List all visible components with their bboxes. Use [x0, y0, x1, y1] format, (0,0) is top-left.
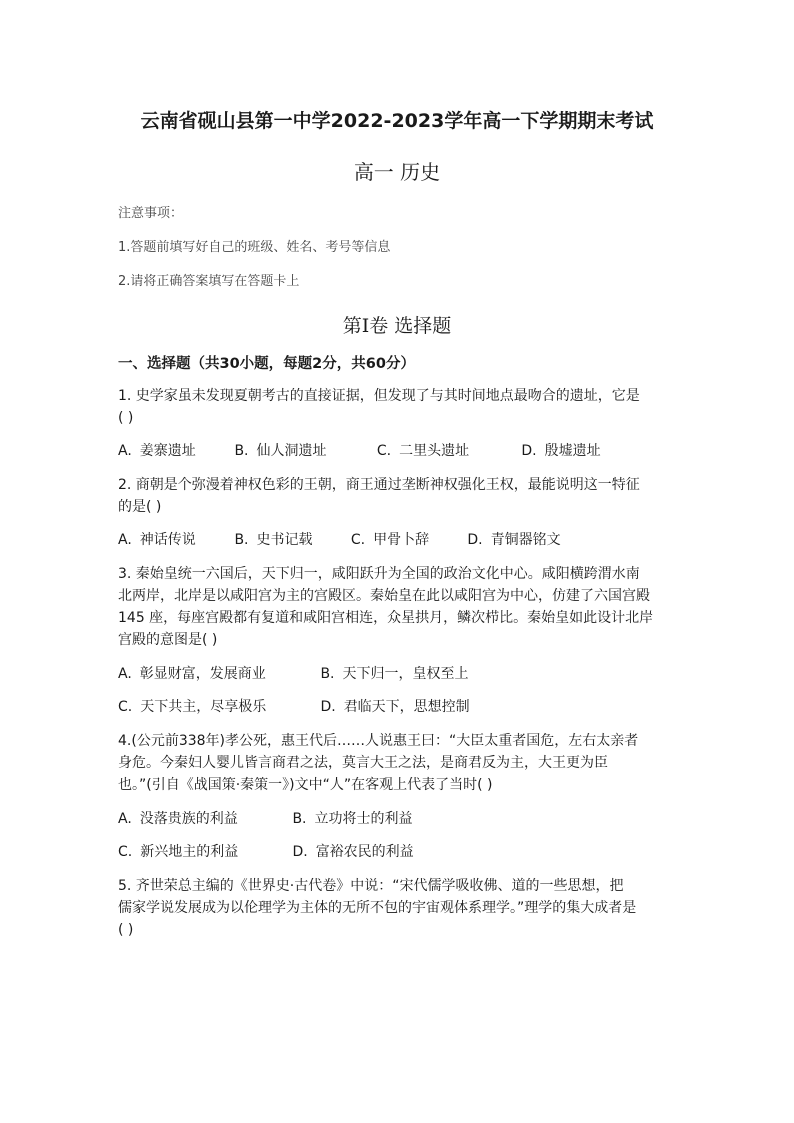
question-3-options-row-2 — [118, 696, 718, 718]
option-d: D. 青铜器铭文 — [467, 532, 561, 548]
question-line: 2. 商朝是个弥漫着神权色彩的王朝，商王通过垄断神权强化王权，最能说明这一特征 — [118, 477, 640, 493]
question-line: 5. 齐世荣总主编的《世界史·古代卷》中说：“宋代儒学吸收佛、道的一些思想，把 — [118, 878, 624, 894]
question-5 — [118, 875, 678, 941]
option-b: B. 史书记载 — [234, 532, 313, 548]
question-line: 北两岸，北岸是以咸阳宫为主的宫殿区。秦始皇在此以咸阳宫为中心，仿建了六国宫殿 — [118, 588, 650, 604]
option-b: B. 仙人洞遗址 — [234, 443, 327, 459]
question-line: 145 座，每座宫殿都有复道和咸阳宫相连，众星拱月，鳞次栉比。秦始皇如此设计北岸 — [118, 610, 654, 626]
note-item-1: 1.答题前填写好自己的班级、姓名、考号等信息 — [118, 240, 391, 255]
option-b: B. 立功将士的利益 — [292, 811, 413, 827]
option-b: B. 天下归一，皇权至上 — [320, 666, 469, 682]
question-3-options-row-1 — [118, 663, 718, 685]
question-line: 1. 史学家虽未发现夏朝考古的直接证据，但发现了与其时间地点最吻合的遗址，它是 — [118, 388, 640, 404]
option-d: D. 殷墟遗址 — [521, 443, 601, 459]
question-line: ( ) — [118, 922, 134, 938]
option-c: C. 天下共主，尽享极乐 — [118, 699, 267, 715]
question-1 — [118, 385, 678, 429]
question-line: ( ) — [118, 410, 134, 426]
option-a: A. 彰显财富，发展商业 — [118, 666, 266, 682]
option-c: C. 二里头遗址 — [376, 443, 470, 459]
option-d: D. 君临天下，思想控制 — [320, 699, 470, 715]
question-line: 儒家学说发展成为以伦理学为主体的无所不包的宇宙观体系理学。”理学的集大成者是 — [118, 900, 637, 916]
question-3 — [118, 563, 678, 651]
question-line: 身危。今秦妇人婴儿皆言商君之法，莫言大王之法，是商君反为主，大王更为臣 — [118, 755, 608, 771]
question-line: 4.(公元前338年)孝公死，惠王代后……人说惠王曰：“大臣太重者国危，左右太亲者 — [118, 733, 639, 749]
option-a: A. 没落贵族的利益 — [118, 811, 238, 827]
part-heading: 一、选择题（共30小题，每题2分，共60分） — [118, 356, 415, 372]
question-4-options-row-1 — [118, 808, 718, 830]
exam-subtitle: 高一 历史 — [353, 160, 441, 184]
question-4-options-row-2 — [118, 841, 718, 863]
notes-heading: 注意事项： — [118, 206, 184, 221]
option-c: C. 甲骨卜辞 — [350, 532, 430, 548]
option-c: C. 新兴地主的利益 — [118, 844, 239, 860]
note-item-2: 2.请将正确答案填写在答题卡上 — [118, 274, 300, 289]
question-2 — [118, 474, 678, 518]
exam-title: 云南省砚山县第一中学2022-2023学年高一下学期期末考试 — [140, 110, 654, 132]
question-line: 宫殿的意图是( ) — [118, 632, 218, 648]
question-line: 的是( ) — [118, 499, 162, 515]
section-title: 第Ⅰ卷 选择题 — [342, 315, 452, 337]
question-line: 也。”(引自《战国策·秦策一》)文中“人”在客观上代表了当时( ) — [118, 777, 493, 793]
question-1-options — [118, 440, 718, 462]
question-2-options — [118, 529, 718, 551]
question-line: 3. 秦始皇统一六国后，天下归一，咸阳跃升为全国的政治文化中心。咸阳横跨渭水南 — [118, 566, 640, 582]
option-a: A. 姜寨遗址 — [118, 443, 196, 459]
option-d: D. 富裕农民的利益 — [292, 844, 414, 860]
option-a: A. 神话传说 — [118, 532, 196, 548]
question-4 — [118, 730, 678, 796]
